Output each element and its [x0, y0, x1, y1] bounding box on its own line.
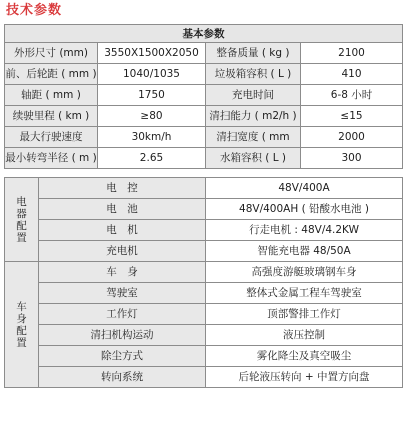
group-label-text: 电器配置: [16, 195, 27, 244]
basic-label: 最大行驶速度: [5, 127, 98, 148]
table-row: [5, 64, 403, 85]
config-value: 智能充电器 48/50A: [206, 241, 403, 262]
spacer: [5, 169, 403, 178]
table-row: [5, 283, 403, 304]
config-value: 顶部警排工作灯: [206, 304, 403, 325]
spec-table: [4, 24, 403, 388]
group-label-electrical: [5, 178, 39, 262]
basic-label: 最小转弯半径 ( m ): [5, 148, 98, 169]
table-row: [5, 148, 403, 169]
config-label: 电 机: [39, 220, 206, 241]
basic-value: 6-8 小时: [301, 85, 403, 106]
table-row: [5, 367, 403, 388]
basic-label: 续驶里程 ( km ): [5, 106, 98, 127]
basic-label: 水箱容积 ( L ): [206, 148, 301, 169]
config-label: 清扫机构运动: [39, 325, 206, 346]
table-row: [5, 127, 403, 148]
config-label: 电 池: [39, 199, 206, 220]
table-row: [5, 85, 403, 106]
basic-value: 2000: [301, 127, 403, 148]
table-row: [5, 262, 403, 283]
config-label: 驾驶室: [39, 283, 206, 304]
section-gap: [5, 169, 403, 178]
config-label: 充电机: [39, 241, 206, 262]
config-value: 48V/400A: [206, 178, 403, 199]
config-label: 转向系统: [39, 367, 206, 388]
config-value: 高强度游艇玻璃钢车身: [206, 262, 403, 283]
group-label-body: [5, 262, 39, 388]
basic-value: 2100: [301, 43, 403, 64]
table-row: [5, 220, 403, 241]
table-row: [5, 304, 403, 325]
config-value: 48V/400AH ( 铅酸水电池 ): [206, 199, 403, 220]
config-value: 雾化降尘及真空吸尘: [206, 346, 403, 367]
page-title: 技术参数: [6, 3, 63, 18]
basic-label: 垃圾箱容积 ( L ): [206, 64, 301, 85]
config-value: 后轮液压转向 + 中置方向盘: [206, 367, 403, 388]
config-label: 除尘方式: [39, 346, 206, 367]
table-row: [5, 199, 403, 220]
config-value: 液压控制: [206, 325, 403, 346]
config-label: 电 控: [39, 178, 206, 199]
table-row: [5, 43, 403, 64]
basic-header-row: [5, 25, 403, 43]
table-row: [5, 241, 403, 262]
config-value: 行走电机 : 48V/4.2KW: [206, 220, 403, 241]
basic-label: 整备质量 ( kg ): [206, 43, 301, 64]
basic-label: 清扫宽度 ( mm: [206, 127, 301, 148]
table-row: [5, 325, 403, 346]
group-label-text: 车身配置: [16, 300, 27, 349]
basic-value: ≤15: [301, 106, 403, 127]
basic-value: 300: [301, 148, 403, 169]
basic-value: 3550X1500X2050: [98, 43, 206, 64]
basic-value: ≥80: [98, 106, 206, 127]
basic-label: 清扫能力 ( m2/h ): [206, 106, 301, 127]
basic-label: 轴距 ( mm ): [5, 85, 98, 106]
config-label: 工作灯: [39, 304, 206, 325]
basic-value: 30km/h: [98, 127, 206, 148]
basic-value: 2.65: [98, 148, 206, 169]
config-value: 整体式金属工程车驾驶室: [206, 283, 403, 304]
basic-header: 基本参数: [5, 25, 403, 43]
table-row: [5, 178, 403, 199]
config-label: 车 身: [39, 262, 206, 283]
basic-value: 1040/1035: [98, 64, 206, 85]
basic-value: 1750: [98, 85, 206, 106]
table-row: [5, 106, 403, 127]
basic-label: 充电时间: [206, 85, 301, 106]
basic-value: 410: [301, 64, 403, 85]
basic-label: 外形尺寸 (mm): [5, 43, 98, 64]
table-row: [5, 346, 403, 367]
basic-label: 前、后轮距 ( mm ): [5, 64, 98, 85]
